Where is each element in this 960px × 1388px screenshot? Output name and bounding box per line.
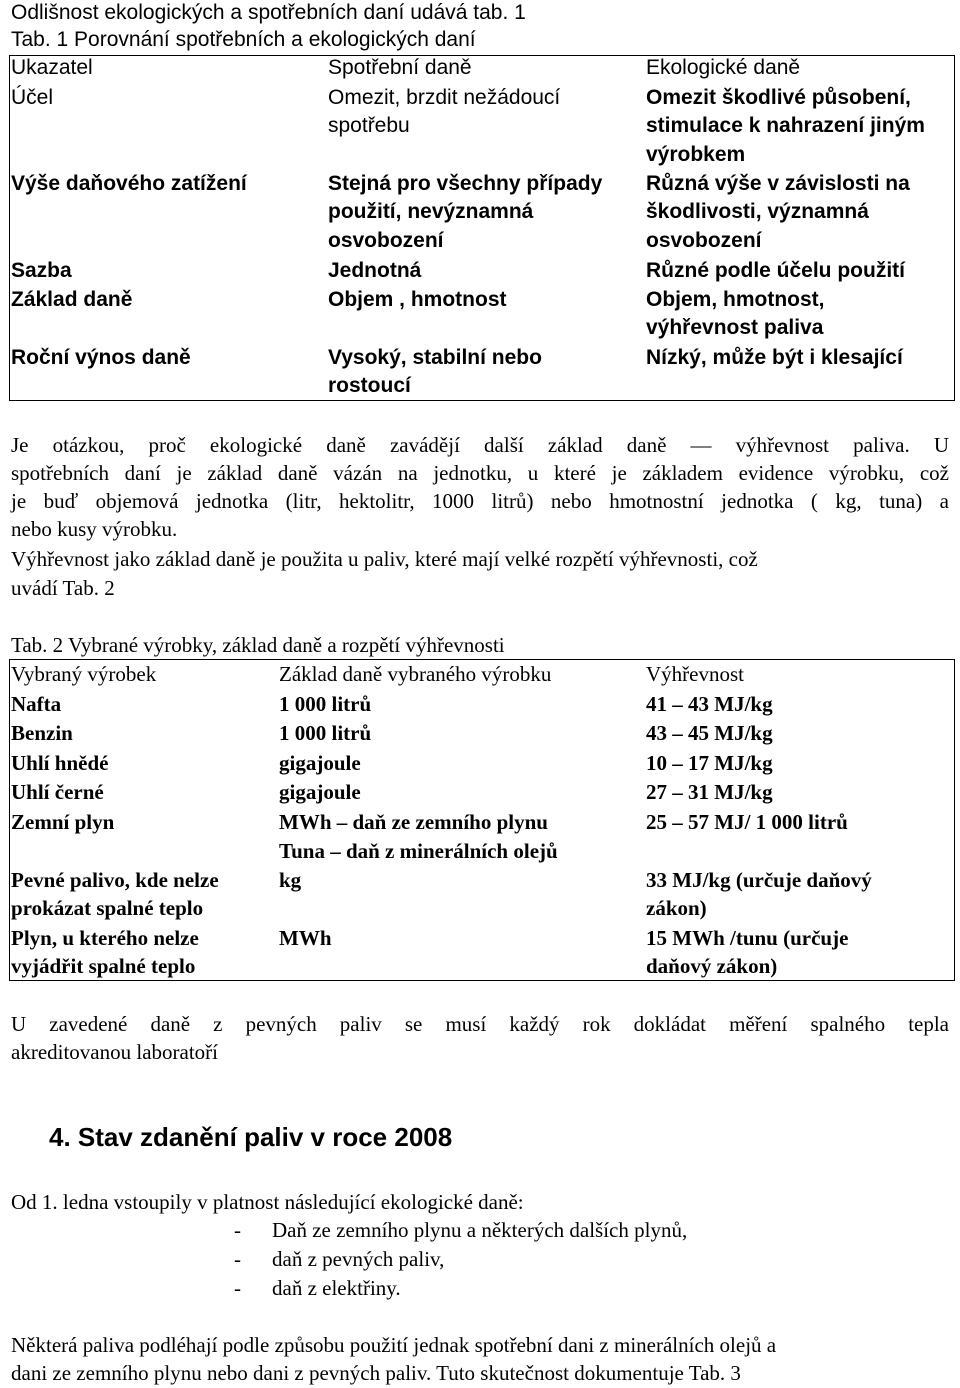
bullet-item: Daň ze zemního plynu a některých dalších plynů, [272,1218,688,1242]
table1-cell-ekologicke: Různá výše v závislosti na [646,172,910,195]
table2-cell-product: Plyn, u kterého nelze [11,926,199,950]
paragraph-5-line: Některá paliva podléhají podle způsobu použití jednak spotřební dani z minerálních olejů a [11,1333,777,1357]
table1-cell-ekologicke: stimulace k nahrazení jiným [646,114,925,137]
table2-cell-product: prokázat spalné teplo [11,896,204,920]
table2-header-cell: Výhřevnost [646,662,744,686]
table2-rule [9,980,955,981]
table2-cell-heat: 15 MWh /tunu (určuje [646,926,849,950]
table1-cell-label: Výše daňového zatížení [11,172,247,195]
paragraph-line: nebo kusy výrobku. [11,517,178,541]
table1-cell-spotrebni: použití, nevýznamná [328,200,534,223]
table2-cell-base: 1 000 litrů [279,721,372,745]
table1-cell-spotrebni: spotřebu [328,114,410,137]
table2-cell-product: Zemní plyn [11,810,115,834]
paragraph-2-line: uvádí Tab. 2 [11,576,115,600]
table1-cell-ekologicke: Objem, hmotnost, [646,288,825,311]
table2-cell-base: MWh – daň ze zemního plynu [279,810,548,834]
table1-cell-ekologicke: Nízký, může být i klesající [646,346,903,369]
table2-cell-product: Uhlí černé [11,780,104,804]
table2-cell-heat: zákon) [646,896,707,920]
bullet-item: daň z elektřiny. [272,1276,401,1300]
table2-cell-base: Tuna – daň z minerálních olejů [279,839,558,863]
table1-cell-ekologicke: škodlivosti, významná [646,200,869,223]
table1-cell-spotrebni: osvobození [328,229,444,252]
table1-cell-spotrebni: Vysoký, stabilní nebo [328,346,542,369]
bullet-marker: - [234,1276,241,1300]
table1-cell-ekologicke: výrobkem [646,143,746,166]
table2-cell-base: gigajoule [279,751,361,775]
table1-cell-ekologicke: Omezit škodlivé působení, [646,86,911,109]
table2-cell-base: kg [279,868,302,892]
table1-cell-spotrebni: Omezit, brzdit nežádoucí [328,86,561,109]
table1-cell-ekologicke: osvobození [646,229,762,252]
table1-cell-label: Základ daně [11,288,133,311]
section-heading: 4. Stav zdanění paliv v roce 2008 [49,1122,453,1152]
table1-rule [954,55,955,401]
table1-cell-spotrebni: rostoucí [328,374,411,397]
table1-header-cell: Ukazatel [11,56,93,79]
paragraph-line: spotřebních daní je základ daně vázán na jednotku, u které je základem evidence výrobku, což [11,461,949,485]
table2-cell-base: MWh [279,926,332,950]
table1-caption: Tab. 1 Porovnání spotřebních a ekologických daní [11,28,476,51]
table1-cell-label: Sazba [11,259,72,282]
table2-cell-product: vyjádřit spalné teplo [11,954,196,978]
table2-cell-heat: 33 MJ/kg (určuje daňový [646,868,872,892]
table1-cell-ekologicke: Různé podle účelu použití [646,259,905,282]
table2-rule [9,659,10,981]
table2-cell-product: Benzin [11,721,73,745]
table2-cell-heat: 10 – 17 MJ/kg [646,751,773,775]
paragraph-2-line: Výhřevnost jako základ daně je použita u paliv, které mají velké rozpětí výhřevnosti, což [11,547,758,571]
intro-line: Odlišnost ekologických a spotřebních daní udává tab. 1 [11,1,526,24]
table1-rule [9,55,955,56]
table2-cell-product: Nafta [11,692,62,716]
table1-cell-spotrebni: Stejná pro všechny případy [328,172,603,195]
paragraph-line: je buď objemová jednotka (litr, hektolitr, 1000 litrů) nebo hmotnostní jednotka ( kg, tuna) a [11,489,949,513]
table1-header-cell: Ekologické daně [646,56,801,79]
bullet-item: daň z pevných paliv, [272,1247,445,1271]
table1-cell-ekologicke: výhřevnost paliva [646,316,824,339]
table1-header-cell: Spotřební daně [328,56,472,79]
paragraph-3 [11,1010,949,1066]
paragraph-5-line: dani ze zemního plynu nebo dani z pevných paliv. Tuto skutečnost dokumentuje Tab. 3 [11,1361,741,1385]
paragraph-4: Od 1. ledna vstoupily v platnost následující ekologické daně: [11,1190,524,1214]
table2-cell-heat: 27 – 31 MJ/kg [646,780,773,804]
table2-header-cell: Základ daně vybraného výrobku [279,662,552,686]
table2-cell-product: Pevné palivo, kde nelze [11,868,219,892]
table2-caption: Tab. 2 Vybrané výrobky, základ daně a rozpětí výhřevnosti [11,633,505,657]
table1-rule [9,55,10,401]
table1-cell-label: Roční výnos daně [11,346,191,369]
table1-rule [9,400,955,401]
table1-cell-spotrebni: Jednotná [328,259,422,282]
bullet-marker: - [234,1218,241,1242]
paragraph-line: U zavedené daně z pevných paliv se musí každý rok dokládat měření spalného tepla [11,1012,949,1036]
table2-cell-heat: 43 – 45 MJ/kg [646,721,773,745]
paragraph-line: Je otázkou, proč ekologické daně zavádějí další základ daně — výhřevnost paliva. U [11,433,949,457]
bullet-marker: - [234,1247,241,1271]
table2-cell-heat: 41 – 43 MJ/kg [646,692,773,716]
table2-rule [954,659,955,981]
table2-header-cell: Vybraný výrobek [11,662,157,686]
table2-cell-heat: daňový zákon) [646,954,778,978]
table1-cell-label: Účel [11,86,54,109]
table2-cell-product: Uhlí hnědé [11,751,109,775]
table1-cell-spotrebni: Objem , hmotnost [328,288,507,311]
table2-cell-heat: 25 – 57 MJ/ 1 000 litrů [646,810,848,834]
table2-cell-base: gigajoule [279,780,361,804]
table2-cell-base: 1 000 litrů [279,692,372,716]
paragraph-line: akreditovanou laboratoří [11,1040,219,1064]
paragraph-1 [11,431,949,543]
